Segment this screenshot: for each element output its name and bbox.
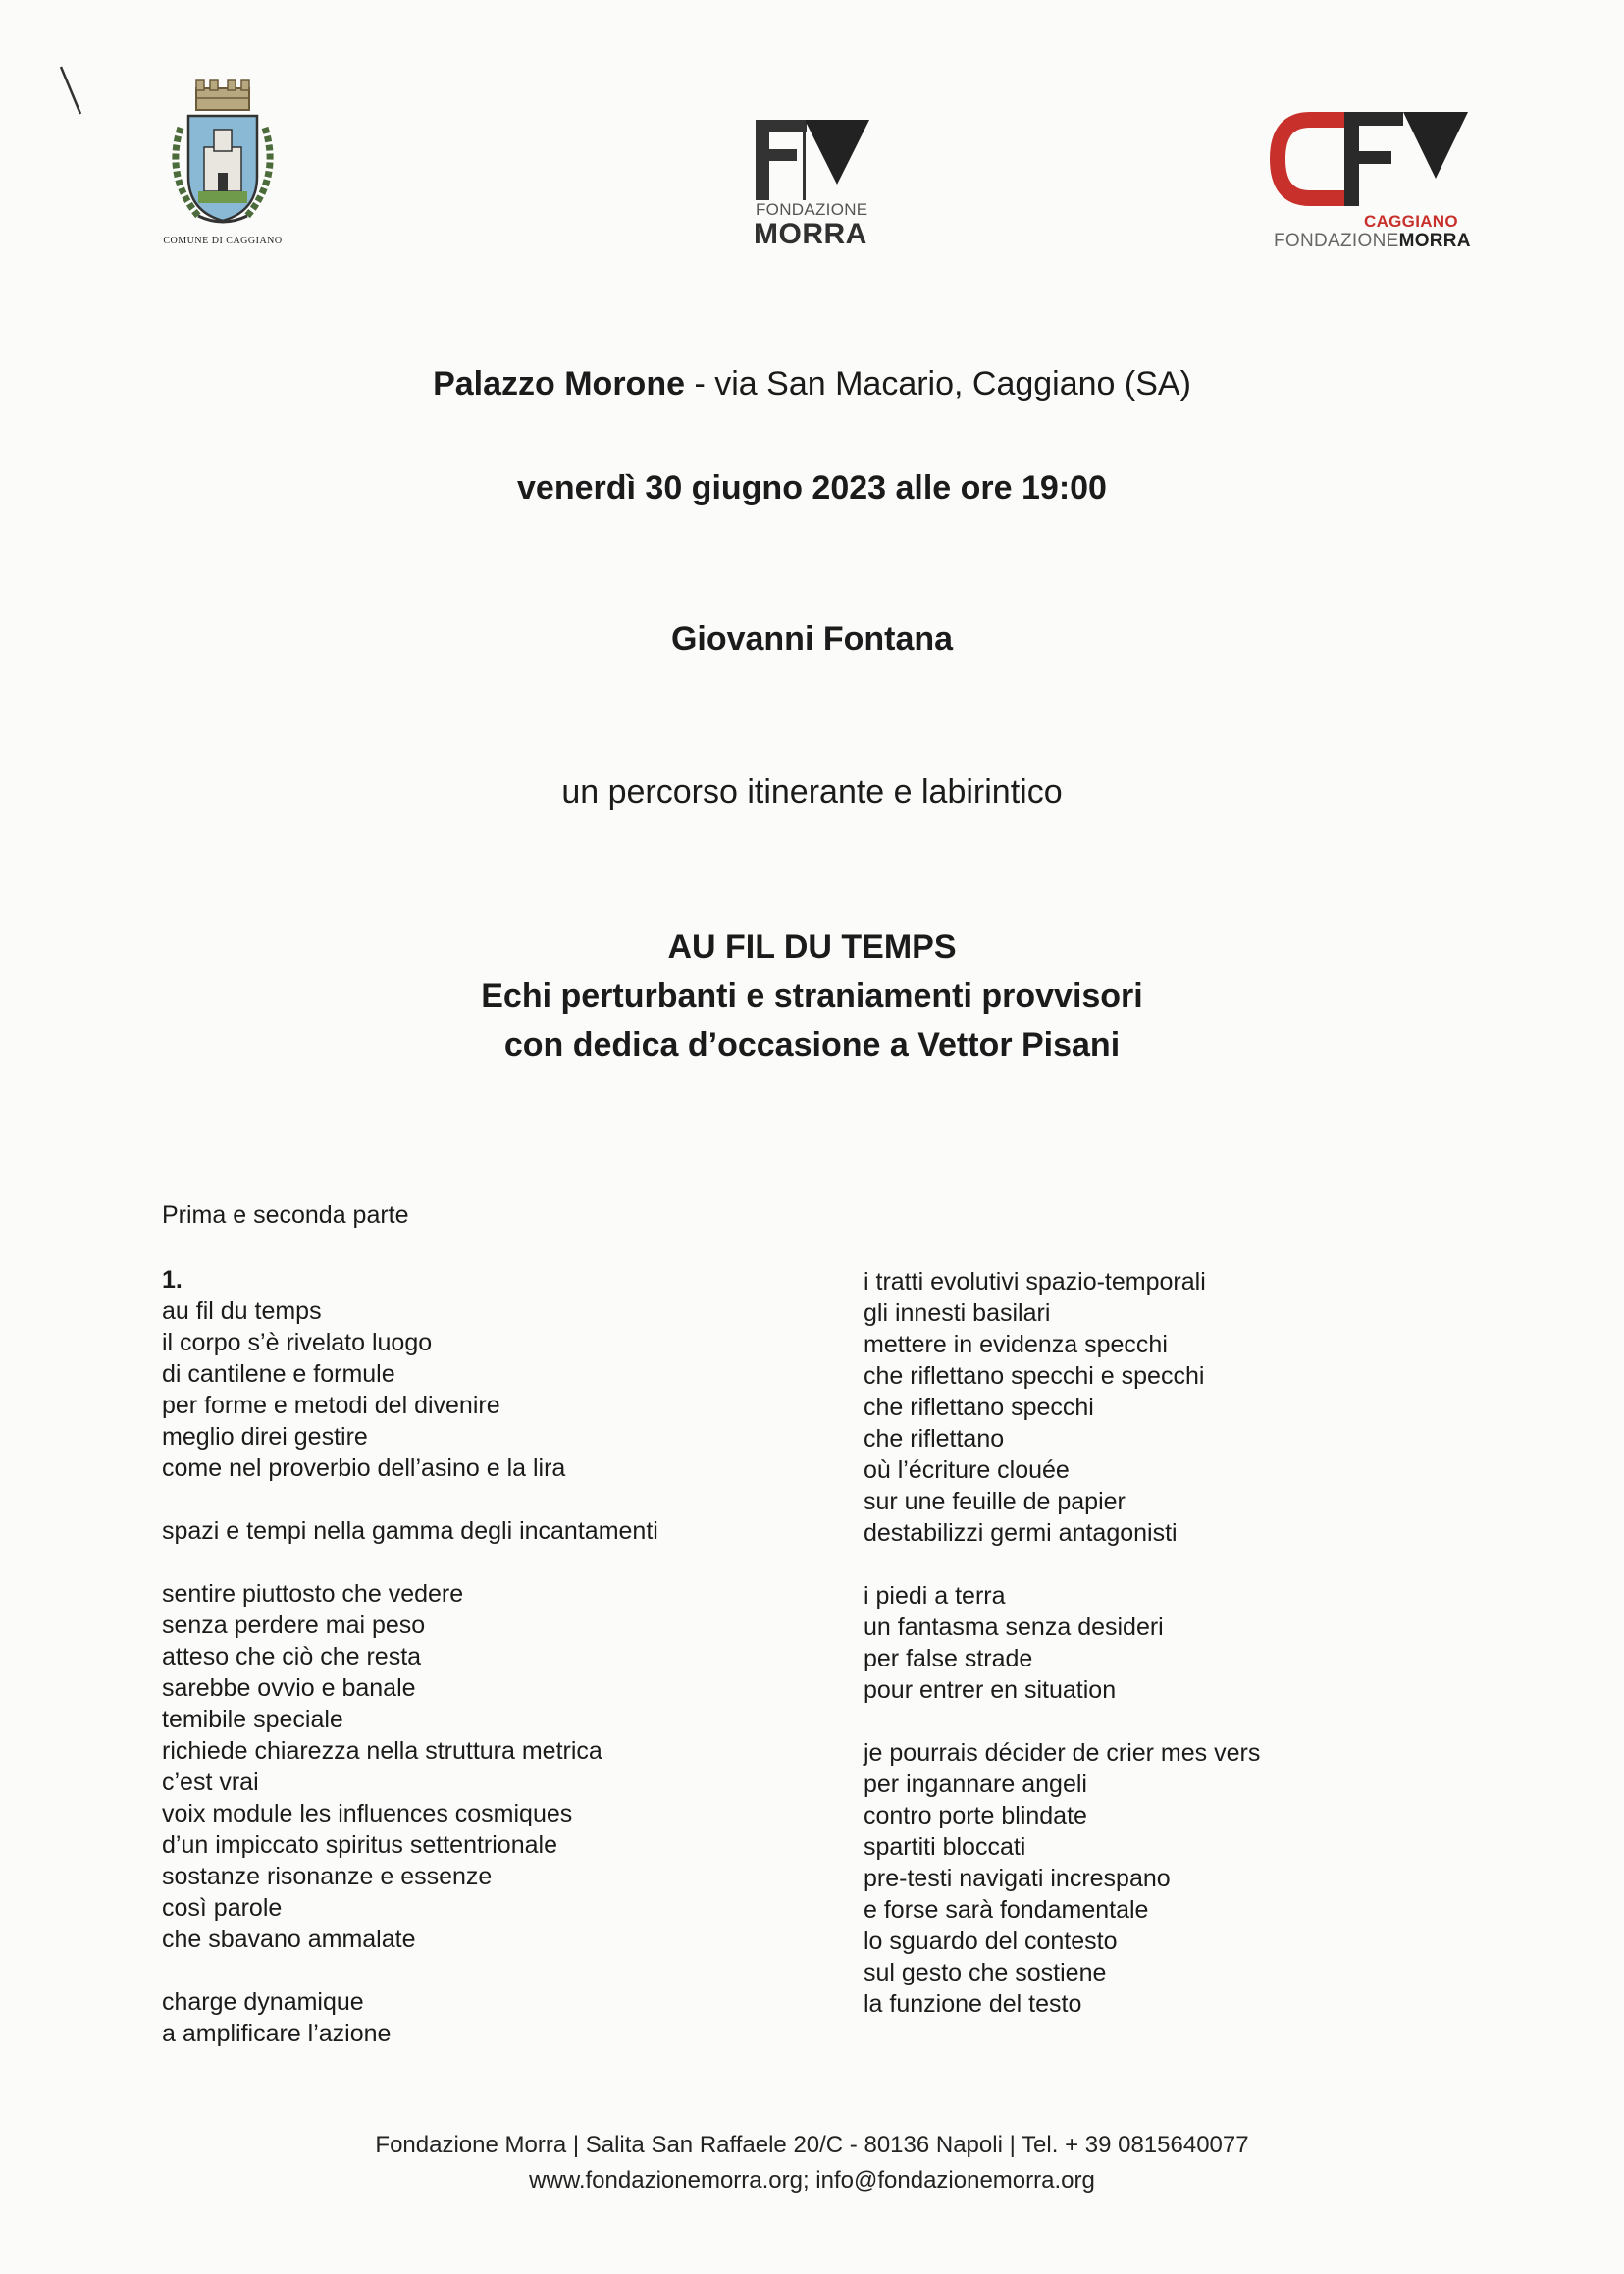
poem-line [162,1547,658,1578]
poem-line: destabilizzi germi antagonisti [864,1519,1178,1547]
poem-line: charge dynamique [162,1988,364,2016]
section-label: Prima e seconda parte [162,1201,409,1229]
poem-line: senza perdere mai peso [162,1612,426,1639]
poem-line: atteso che ciò che resta [162,1643,422,1670]
poem-line: où l’écriture clouée [864,1456,1070,1484]
poem-line: spazi e tempi nella gamma degli incantamenti [162,1517,658,1545]
event-subtitle: un percorso itinerante e labirintico [561,773,1063,811]
morra-logo-line1: FONDAZIONE [756,200,868,219]
poem-line [864,1706,1260,1737]
poem-line: la funzione del testo [864,1990,1082,2018]
event-title-line-2: Echi perturbanti e straniamenti provvisori [481,978,1143,1015]
author-name: Giovanni Fontana [670,620,954,658]
caggiano-logo-line1: CAGGIANO [1364,212,1458,231]
poem-line: per false strade [864,1645,1033,1672]
poem-line: contro porte blindate [864,1802,1087,1829]
caggiano-logo-line2: FONDAZIONEMORRA [1274,231,1471,251]
poem-line: meglio direi gestire [162,1423,368,1451]
poem-line: pre-testi navigati increspano [864,1865,1171,1892]
event-date: venerdì 30 giugno 2023 alle ore 19:00 [517,469,1107,506]
poem-line: voix module les influences cosmiques [162,1800,573,1827]
poem-line: di cantilene e formule [162,1360,395,1388]
poem-line: lo sguardo del contesto [864,1928,1118,1955]
poem-line [864,1549,1260,1580]
venue-name: Palazzo Morone [433,365,686,402]
poem-line: per ingannare angeli [864,1771,1087,1798]
venue-line [0,365,1624,403]
poem-line: e forse sarà fondamentale [864,1896,1149,1924]
poem-line: a amplificare l’azione [162,2020,392,2047]
poem-line: sostanze risonanze e essenze [162,1863,493,1890]
poem-line: che sbavano ammalate [162,1926,416,1953]
event-title-block [0,923,1624,1070]
poem-line: pour entrer en situation [864,1676,1117,1704]
poem-line: sul gesto che sostiene [864,1959,1107,1986]
poem-line: per forme e metodi del divenire [162,1392,500,1419]
poem-line: je pourrais décider de crier mes vers [864,1739,1261,1767]
poem-line: i piedi a terra [864,1582,1006,1610]
poem-line: d’un impiccato spiritus settentrionale [162,1831,557,1859]
poem-line: temibile speciale [162,1706,343,1733]
coat-of-arms-icon [159,79,287,236]
poem-line: au fil du temps [162,1297,322,1325]
event-title: AU FIL DU TEMPS [667,928,957,966]
poem-line: c’est vrai [162,1769,259,1796]
comune-di-caggiano-logo [159,79,287,260]
poem-line: un fantasma senza desideri [864,1613,1164,1641]
fm-monogram-icon [748,116,885,204]
poem-column-left [162,1264,658,2049]
poem-line: così parole [162,1894,283,1922]
poem-line: gli innesti basilari [864,1299,1051,1327]
cfm-monogram-icon [1266,108,1482,216]
poem-line: sur une feuille de papier [864,1488,1126,1515]
poem-line: spartiti bloccati [864,1833,1026,1861]
poem-line: 1. [162,1266,183,1294]
poem-line: mettere in evidenza specchi [864,1331,1168,1358]
pen-mark [57,65,86,124]
poem-line: come nel proverbio dell’asino e la lira [162,1454,566,1482]
poem-line [162,1955,658,1986]
poem-line [162,1484,658,1515]
fondazione-morra-logo [748,116,885,253]
morra-logo-line2: MORRA [754,218,867,250]
caggiano-fondazione-morra-logo [1266,108,1482,265]
poem-line: che riflettano specchi [864,1394,1094,1421]
poem-line: il corpo s’è rivelato luogo [162,1329,433,1356]
poem-line: richiede chiarezza nella struttura metrica [162,1737,602,1765]
comune-caption: COMUNE DI CAGGIANO [163,236,283,246]
poem-line: che riflettano [864,1425,1005,1453]
footer-contacts: www.fondazionemorra.org; info@fondazionemorra.org [529,2167,1095,2194]
poem-line: i tratti evolutivi spazio-temporali [864,1268,1206,1296]
footer-address: Fondazione Morra | Salita San Raffaele 20/C - 80136 Napoli | Tel. + 39 0815640077 [375,2132,1249,2158]
poem-line: sarebbe ovvio e banale [162,1674,416,1702]
venue-address: - via San Macario, Caggiano (SA) [685,365,1191,402]
footer [0,2128,1624,2198]
poem-column-right [864,1266,1260,2020]
poem-line: che riflettano specchi e specchi [864,1362,1205,1390]
poem-line: sentire piuttosto che vedere [162,1580,464,1608]
event-title-line-3: con dedica d’occasione a Vettor Pisani [503,1027,1121,1064]
